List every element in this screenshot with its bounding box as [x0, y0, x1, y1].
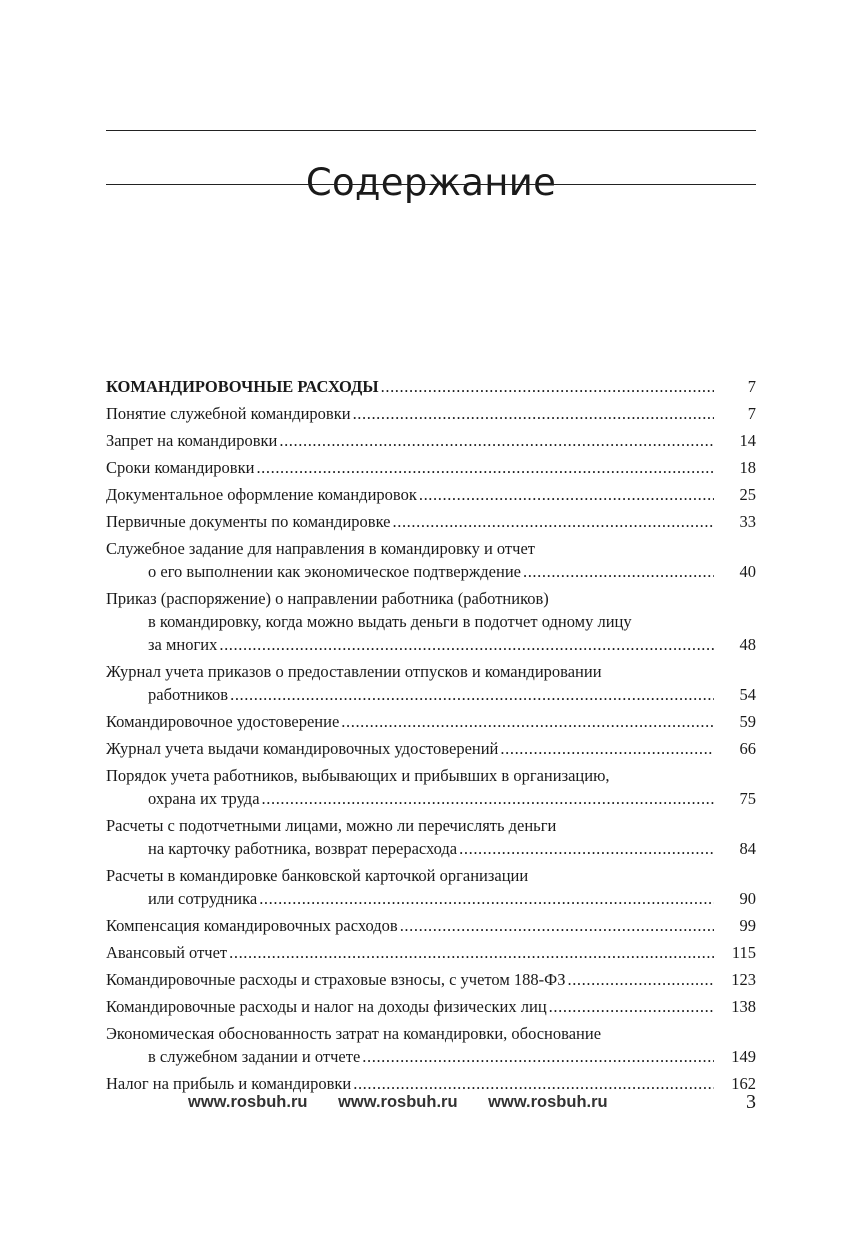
toc-page-number: 123	[731, 970, 756, 989]
dot-leader	[393, 510, 715, 533]
page-number: 3	[746, 1091, 756, 1113]
toc-entry-text: о его выполнении как экономическое подтверждение	[148, 562, 521, 581]
toc-entry[interactable]	[106, 737, 756, 760]
toc-page-number: 14	[739, 431, 756, 450]
toc-entry[interactable]	[106, 914, 756, 937]
toc-entry-text: КОМАНДИРОВОЧНЫЕ РАСХОДЫ	[106, 377, 379, 396]
toc-entry-title	[106, 483, 718, 506]
footer-links	[188, 1093, 634, 1112]
toc-entry-line: Расчеты с подотчетными лицами, можно ли перечислять деньги	[106, 816, 557, 835]
toc-entry-line	[106, 1045, 718, 1068]
toc-entry-title	[106, 864, 718, 910]
toc-entry-line	[106, 737, 718, 760]
toc-page-number: 84	[739, 839, 756, 858]
toc-entry[interactable]	[106, 375, 756, 398]
toc-entry-title	[106, 402, 718, 425]
dot-leader	[419, 483, 714, 506]
dot-leader	[230, 683, 714, 706]
toc-entry[interactable]	[106, 402, 756, 425]
toc-entry-title	[106, 764, 718, 810]
toc-entry[interactable]	[106, 660, 756, 706]
toc-entry-text: Документальное оформление командировок	[106, 485, 417, 504]
toc-entry-title	[106, 375, 718, 398]
table-of-contents	[106, 375, 756, 1099]
toc-page-number: 40	[739, 562, 756, 581]
toc-page-number: 25	[739, 485, 756, 504]
toc-entry-line: Порядок учета работников, выбывающих и прибывших в организацию,	[106, 766, 610, 785]
toc-entry-line	[106, 837, 718, 860]
toc-entry-line	[106, 787, 718, 810]
toc-entry-line: Расчеты в командировке банковской карточкой организации	[106, 866, 529, 885]
toc-page-number: 149	[731, 1047, 756, 1066]
toc-entry-text: работников	[148, 685, 229, 704]
toc-entry-text: охрана их труда	[148, 789, 260, 808]
toc-entry-text: Сроки командировки	[106, 458, 255, 477]
dot-leader	[256, 456, 714, 479]
toc-entry-title	[106, 995, 718, 1018]
toc-entry[interactable]	[106, 814, 756, 860]
toc-entry-line	[106, 402, 718, 425]
toc-entry[interactable]	[106, 710, 756, 733]
footer-link[interactable]: www.rosbuh.ru	[188, 1093, 308, 1111]
toc-page-number: 115	[731, 943, 756, 962]
toc-page-number: 138	[731, 997, 756, 1016]
toc-entry[interactable]	[106, 429, 756, 452]
toc-page-number: 99	[739, 916, 756, 935]
toc-entry-text: Авансовый отчет	[106, 943, 228, 962]
toc-entry-line	[106, 995, 718, 1018]
toc-entry-line	[106, 710, 718, 733]
toc-entry[interactable]	[106, 995, 756, 1018]
toc-entry[interactable]	[106, 456, 756, 479]
dot-leader	[353, 1072, 714, 1095]
toc-entry[interactable]	[106, 1022, 756, 1068]
dot-leader	[279, 429, 714, 452]
toc-entry-title	[106, 914, 718, 937]
toc-entry-text: Понятие служебной командировки	[106, 404, 351, 423]
toc-entry-title	[106, 1072, 718, 1095]
toc-entry-line	[106, 633, 718, 656]
dot-leader	[353, 402, 714, 425]
dot-leader	[400, 914, 714, 937]
toc-entry[interactable]	[106, 510, 756, 533]
dot-leader	[500, 737, 714, 760]
dot-leader	[459, 837, 714, 860]
dot-leader	[567, 968, 714, 991]
footer-link[interactable]: www.rosbuh.ru	[488, 1093, 608, 1111]
dot-leader	[362, 1045, 714, 1068]
toc-entry-text: Налог на прибыль и командировки	[106, 1074, 352, 1093]
toc-page-number: 66	[739, 739, 756, 758]
toc-entry-line: в командировку, когда можно выдать деньги в подотчет одному лицу	[148, 612, 632, 631]
toc-entry-line	[106, 968, 718, 991]
toc-entry-text: Журнал учета выдачи командировочных удостоверений	[106, 739, 499, 758]
toc-entry[interactable]	[106, 864, 756, 910]
dot-leader	[381, 375, 714, 398]
toc-entry-text: в служебном задании и отчете	[148, 1047, 361, 1066]
toc-entry[interactable]	[106, 483, 756, 506]
toc-entry-text: Запрет на командировки	[106, 431, 278, 450]
toc-page-number: 48	[739, 635, 756, 654]
page-footer	[106, 1093, 756, 1117]
toc-entry-text: или сотрудника	[148, 889, 258, 908]
toc-entry-title	[106, 814, 718, 860]
toc-entry-line	[106, 429, 718, 452]
dot-leader	[219, 633, 714, 656]
toc-entry-title	[106, 1022, 718, 1068]
toc-entry-text: на карточку работника, возврат перерасхода	[148, 839, 458, 858]
dot-leader	[523, 560, 714, 583]
toc-entry-line	[106, 941, 718, 964]
toc-entry-title	[106, 456, 718, 479]
title-top-rule	[106, 130, 756, 131]
toc-entry-line: Журнал учета приказов о предоставлении отпусков и командировании	[106, 662, 602, 681]
toc-page-number: 54	[739, 685, 756, 704]
toc-page-number: 7	[747, 404, 756, 423]
toc-entry-title	[106, 660, 718, 706]
toc-page-number: 18	[739, 458, 756, 477]
toc-page-number: 75	[739, 789, 756, 808]
toc-entry[interactable]	[106, 968, 756, 991]
toc-page-number: 33	[739, 512, 756, 531]
toc-entry[interactable]	[106, 764, 756, 810]
dot-leader	[262, 787, 714, 810]
dot-leader	[229, 941, 714, 964]
dot-leader	[341, 710, 714, 733]
toc-entry[interactable]	[106, 941, 756, 964]
toc-entry-title	[106, 510, 718, 533]
footer-link[interactable]: www.rosbuh.ru	[338, 1093, 458, 1111]
toc-entry-title	[106, 537, 718, 583]
toc-entry-line	[106, 375, 718, 398]
toc-entry-title	[106, 587, 718, 656]
toc-page-number: 7	[747, 377, 756, 396]
toc-entry[interactable]	[106, 1072, 756, 1095]
toc-entry-title	[106, 941, 718, 964]
dot-leader	[259, 887, 714, 910]
toc-entry-line	[106, 560, 718, 583]
toc-entry-text: Первичные документы по командировке	[106, 512, 391, 531]
toc-entry-line	[106, 456, 718, 479]
toc-entry-line	[106, 1072, 718, 1095]
page-title: Содержание	[305, 160, 557, 204]
toc-entry-line: Экономическая обоснованность затрат на командировки, обоснование	[106, 1024, 602, 1043]
toc-entry-title	[106, 710, 718, 733]
title-bottom-rule	[106, 184, 756, 185]
toc-entry-line	[106, 914, 718, 937]
toc-entry-title	[106, 968, 718, 991]
toc-entry-line	[106, 887, 718, 910]
toc-entry-title	[106, 737, 718, 760]
toc-entry-line	[106, 683, 718, 706]
toc-page-number: 90	[739, 889, 756, 908]
toc-entry-line	[106, 510, 718, 533]
toc-entry-text: Командировочное удостоверение	[106, 712, 340, 731]
toc-page-number: 162	[731, 1074, 756, 1093]
toc-entry-line: Служебное задание для направления в командировку и отчет	[106, 539, 535, 558]
toc-page-number: 59	[739, 712, 756, 731]
toc-entry-text: Командировочные расходы и налог на доходы физических лиц	[106, 997, 547, 1016]
toc-entry[interactable]	[106, 587, 756, 656]
toc-entry-line: Приказ (распоряжение) о направлении работника (работников)	[106, 589, 549, 608]
toc-entry-text: за многих	[148, 635, 218, 654]
toc-entry-line	[106, 483, 718, 506]
toc-entry-title	[106, 429, 718, 452]
toc-entry-text: Командировочные расходы и страховые взносы, с учетом 188-ФЗ	[106, 970, 566, 989]
toc-entry[interactable]	[106, 537, 756, 583]
dot-leader	[549, 995, 714, 1018]
toc-entry-text: Компенсация командировочных расходов	[106, 916, 398, 935]
